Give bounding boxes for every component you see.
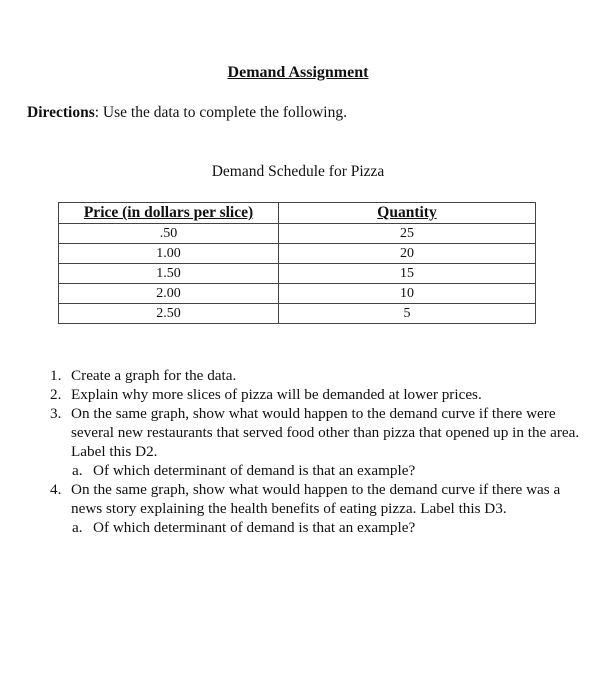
item-number: 3.: [50, 405, 62, 422]
price-column-header: Price (in dollars per slice): [59, 203, 279, 224]
quantity-cell: 20: [279, 244, 536, 264]
sub-item-letter: a.: [72, 519, 83, 536]
list-item: [50, 385, 580, 404]
list-item: [50, 480, 580, 518]
sub-item-text: Of which determinant of demand is that an example?: [93, 462, 416, 479]
item-number: 4.: [50, 481, 62, 498]
demand-schedule-table: [58, 202, 536, 324]
list-item: [50, 366, 580, 385]
table-row: [59, 224, 536, 244]
table-row: [59, 264, 536, 284]
table-row: [59, 304, 536, 324]
item-text: On the same graph, show what would happen to the demand curve if there were several new restaurants that served food other than pizza that opened up in the area. Label this D2.: [71, 405, 580, 460]
quantity-column-header: Quantity: [279, 203, 536, 224]
price-cell: 1.50: [59, 264, 279, 284]
sub-item-text: Of which determinant of demand is that an example?: [93, 519, 416, 536]
price-cell: 1.00: [59, 244, 279, 264]
table-row: [59, 244, 536, 264]
list-item: [50, 404, 580, 461]
sub-item: [50, 518, 580, 537]
price-cell: .50: [59, 224, 279, 244]
directions: [27, 104, 347, 122]
quantity-cell: 10: [279, 284, 536, 304]
quantity-cell: 15: [279, 264, 536, 284]
item-text: Explain why more slices of pizza will be demanded at lower prices.: [71, 386, 482, 403]
price-cell: 2.50: [59, 304, 279, 324]
directions-text: : Use the data to complete the following.: [94, 104, 347, 121]
sub-item: [50, 461, 580, 480]
quantity-cell: 5: [279, 304, 536, 324]
item-number: 1.: [50, 367, 62, 384]
task-list: [50, 366, 580, 537]
item-number: 2.: [50, 386, 62, 403]
item-text: Create a graph for the data.: [71, 367, 237, 384]
price-cell: 2.00: [59, 284, 279, 304]
sub-item-letter: a.: [72, 462, 83, 479]
page-title: Demand Assignment: [227, 64, 369, 81]
table-header-row: [59, 203, 536, 224]
quantity-cell: 25: [279, 224, 536, 244]
table-caption: Demand Schedule for Pizza: [211, 163, 385, 180]
table-row: [59, 284, 536, 304]
item-text: On the same graph, show what would happen to the demand curve if there was a news story explaining the health benefits of eating pizza. Label this D3.: [71, 481, 561, 517]
directions-label: Directions: [27, 104, 95, 121]
